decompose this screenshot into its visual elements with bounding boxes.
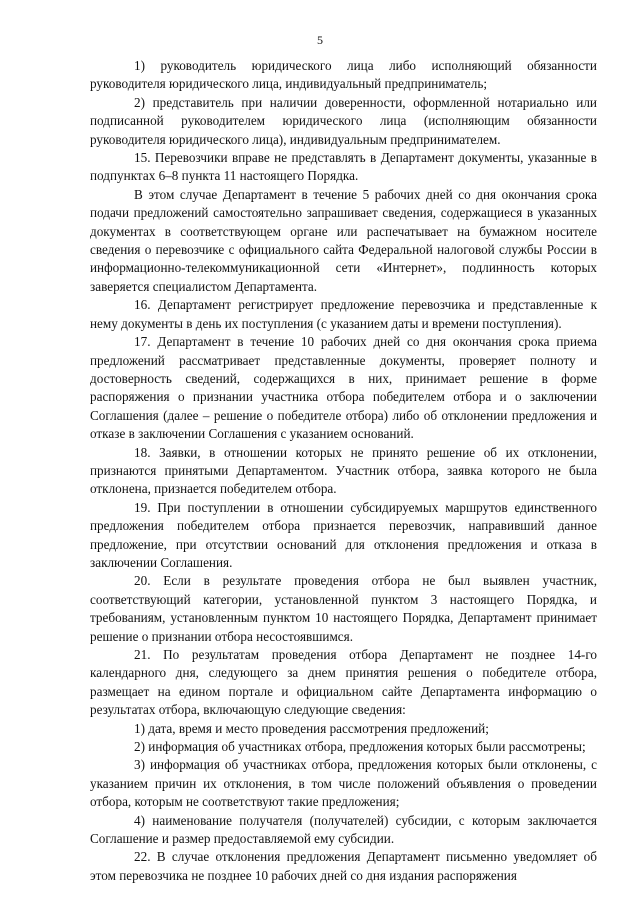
document-body xyxy=(90,57,597,885)
paragraph-19: 19. При поступлении в отношении субсидируемых маршрутов единственного предложения победителем отбора признается перевозчик, направивший данное предложение, при отсутствии оснований для отклонения предложения и отказа в заключении Соглашения. xyxy=(90,499,597,570)
paragraph-21-item-4: 4) наименование получателя (получателей) субсидии, с которым заключается Соглашение и размер предоставляемой ему субсидии. xyxy=(90,812,597,847)
paragraph-21-item-1: 1) дата, время и место проведения рассмотрения предложений; xyxy=(134,720,489,736)
paragraph-15-details: В этом случае Департамент в течение 5 рабочих дней со дня окончания срока подачи предложений самостоятельно запрашивает сведения, содержащиеся в указанных документах в соответствующем органе или распечатывает на бумажном носителе сведения о перевозчике с официального сайта Федеральной налоговой службы России в информационно-телекоммуникационной сети «Интернет», подлинность которых заверяется специалистом Департамента. xyxy=(90,186,597,294)
paragraph-22: 22. В случае отклонения предложения Департамент письменно уведомляет об этом перевозчика не позднее 10 рабочих дней со дня издания распоряжения xyxy=(90,849,597,883)
paragraph-15: 15. Перевозчики вправе не представлять в Департамент документы, указанные в подпунктах 6–8 пункта 11 настоящего Порядка. xyxy=(90,150,597,184)
page-number: 5 xyxy=(317,33,323,47)
paragraph-21: 21. По результатам проведения отбора Департамент не позднее 14-го календарного дня, следующего за днем принятия решения о победителе отбора, размещает на едином портале и официальном сайте Департамента информацию о результатах отбора, включающую следующие сведения: xyxy=(90,647,597,718)
paragraph-20: 20. Если в результате проведения отбора не был выявлен участник, соответствующий категории, установленной пунктом 3 настоящего Порядка, и требованиям, установленным пунктом 10 настоящего Порядка, Департамент принимает решение о признании отбора несостоявшимся. xyxy=(90,573,597,644)
paragraph-1: 1) руководитель юридического лица либо исполняющий обязанности руководителя юридического лица, индивидуальный предприниматель; xyxy=(90,58,597,92)
paragraph-16: 16. Департамент регистрирует предложение перевозчика и представленные к нему документы в день их поступления (с указанием даты и времени поступления). xyxy=(90,297,597,331)
paragraph-2: 2) представитель при наличии доверенности, оформленной нотариально или подписанной руководителем юридического лица (исполняющим обязанности руководителя юридического лица), индивидуальным предпринимателем. xyxy=(90,94,597,147)
paragraph-21-item-2: 2) информация об участниках отбора, предложения которых были рассмотрены; xyxy=(134,739,586,755)
paragraph-18: 18. Заявки, в отношении которых не принято решение об их отклонении, признаются принятыми Департаментом. Участник отбора, заявка которого не была отклонена, признается победителем отбора. xyxy=(90,444,597,497)
paragraph-17: 17. Департамент в течение 10 рабочих дней со дня окончания срока приема предложений рассматривает представленные документы, проверяет полноту и достоверность сведений, содержащихся в них, принимает решение в форме распоряжения о признании участника отбора победителем отбора и о заключении Соглашения (далее – решение о победителе отбора) либо об отклонении предложения и отказе в заключении Соглашения с указанием оснований. xyxy=(90,334,597,442)
paragraph-21-item-3: 3) информация об участниках отбора, предложения которых были отклонены, с указанием причин их отклонения, в том числе положений объявления о проведении отбора, которым не соответствуют такие предложения; xyxy=(90,757,597,810)
